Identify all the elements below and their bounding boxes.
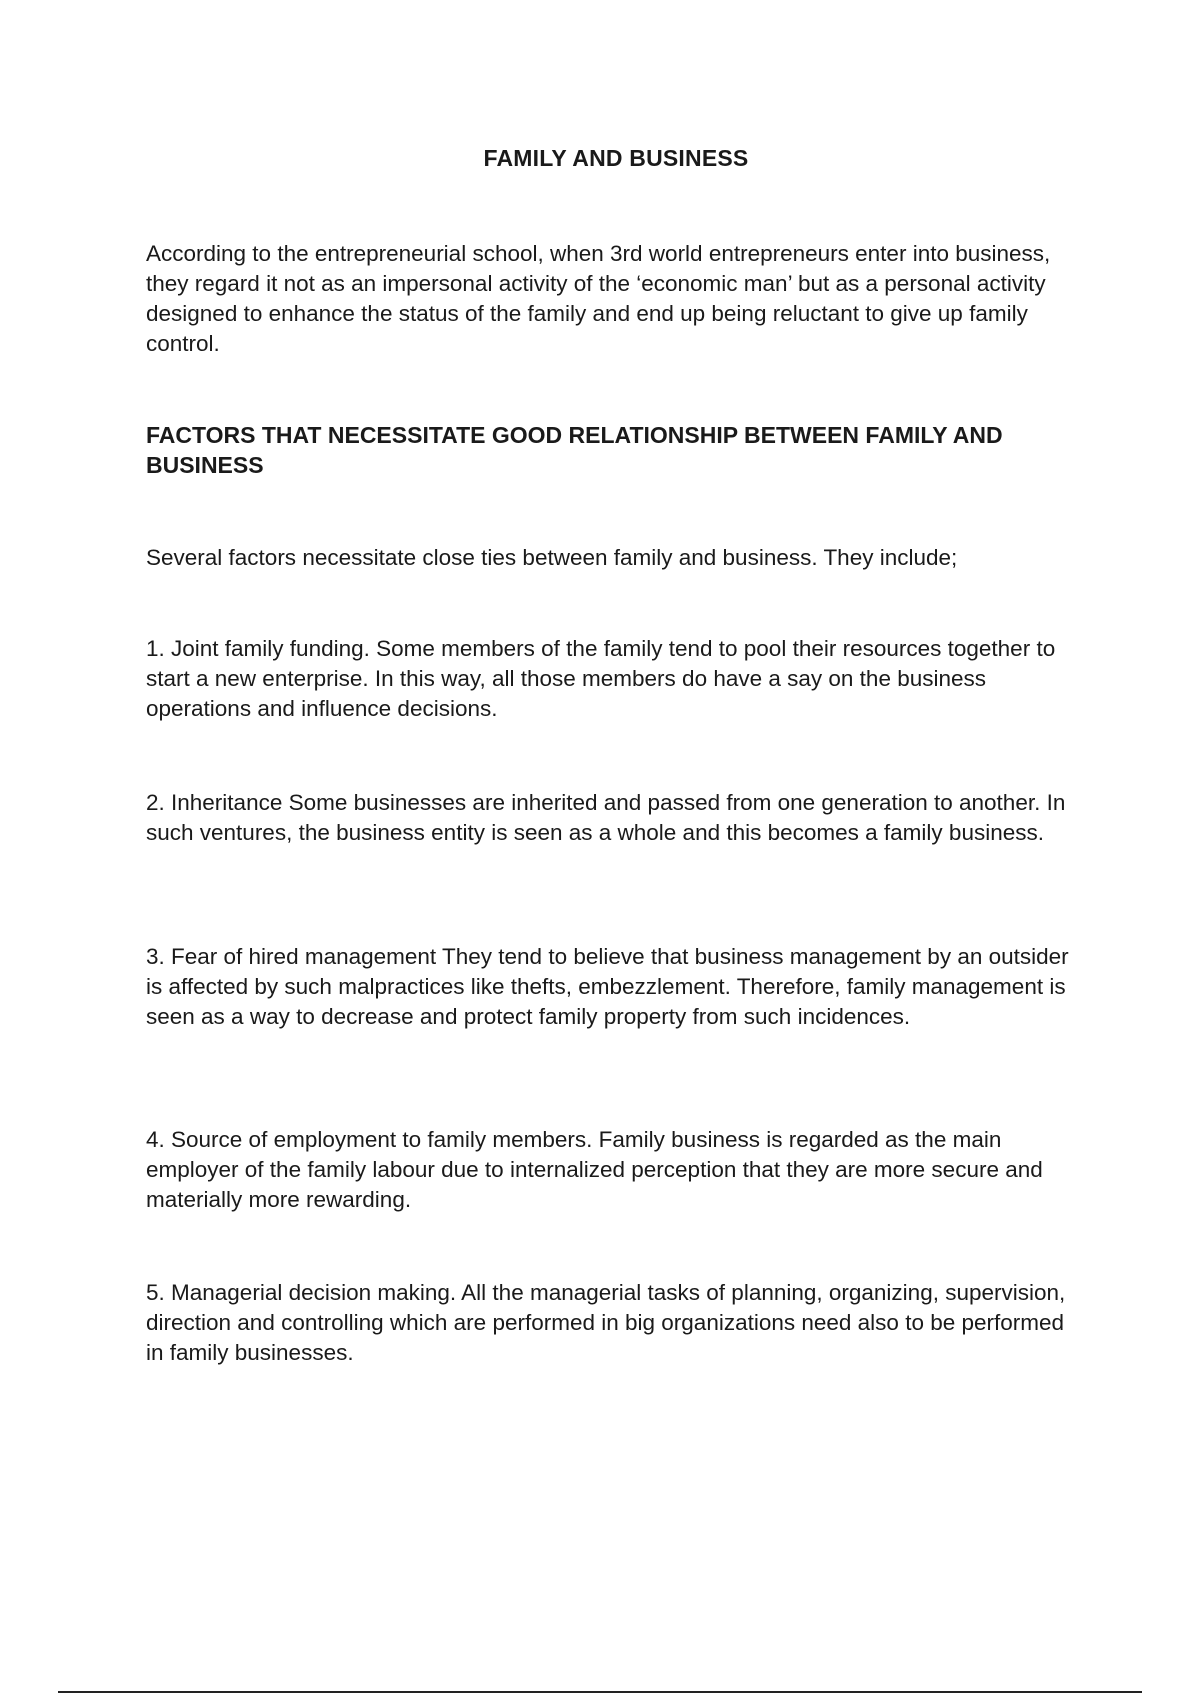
intro-paragraph: According to the entrepreneurial school, when 3rd world entrepreneurs enter into business, they regard it not as an impersonal activity of the ‘economic man’ but as a personal activity designed to enhance the status of the family and end up being reluctant to give up family control. xyxy=(146,241,1051,356)
section-heading: FACTORS THAT NECESSITATE GOOD RELATIONSHIP BETWEEN FAMILY AND BUSINESS xyxy=(146,422,1003,478)
footer-rule xyxy=(58,1691,1142,1693)
factor-item-4: 4. Source of employment to family members. Family business is regarded as the main employer of the family labour due to internalized perception that they are more secure and materially more rewarding. xyxy=(146,1127,1043,1212)
factor-item-5: 5. Managerial decision making. All the managerial tasks of planning, organizing, supervision, direction and controlling which are performed in big organizations need also to be performed in family businesses. xyxy=(146,1280,1066,1365)
lead-in-paragraph: Several factors necessitate close ties between family and business. They include; xyxy=(146,545,958,570)
factor-item-2: 2. Inheritance Some businesses are inherited and passed from one generation to another. In such ventures, the business entity is seen as a whole and this becomes a family business. xyxy=(146,790,1066,845)
document-title: FAMILY AND BUSINESS xyxy=(483,145,749,171)
factor-item-1: 1. Joint family funding. Some members of the family tend to pool their resources together to start a new enterprise. In this way, all those members do have a say on the business operations and influence decisions. xyxy=(146,636,1056,721)
factor-item-3: 3. Fear of hired management They tend to believe that business management by an outsider is affected by such malpractices like thefts, embezzlement. Therefore, family management is seen as a way to decrease and protect family property from such incidences. xyxy=(146,944,1069,1029)
